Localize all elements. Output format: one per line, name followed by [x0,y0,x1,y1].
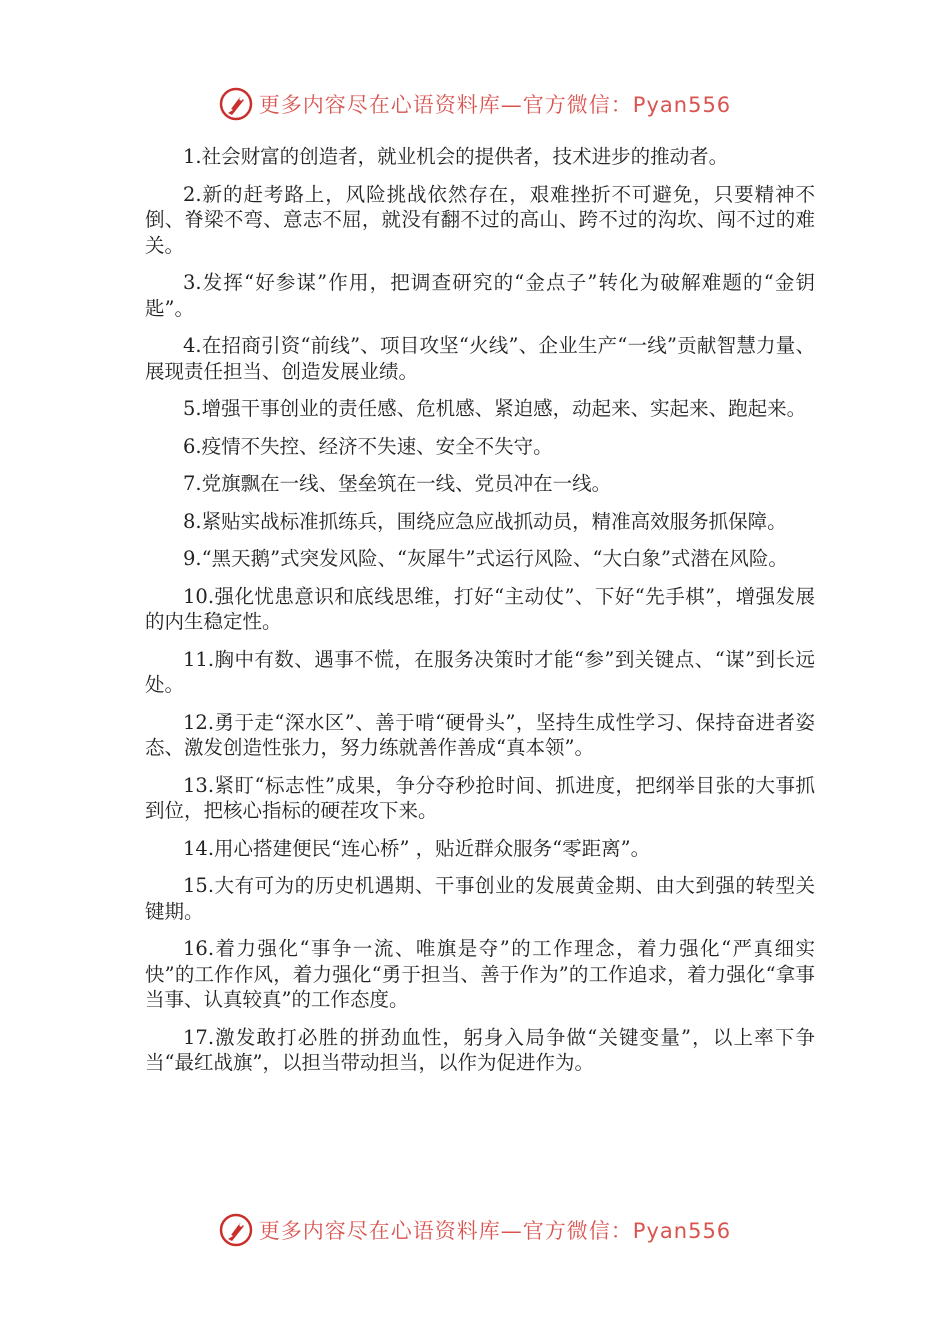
list-item: 1.社会财富的创造者，就业机会的提供者，技术进步的推动者。 [183,145,729,168]
list-item: 9.“黑天鹅”式突发风险、“灰犀牛”式运行风险、“大白象”式潜在风险。 [183,547,788,570]
footer-banner [0,1210,950,1250]
list-item: 4.在招商引资“前线”、项目攻坚“火线”、企业生产“一线”贡献智慧力量、展现责任担当、创造发展业绩。 [145,334,815,383]
banner-text: 更多内容尽在心语资料库—官方微信：Pyan556 [258,1219,732,1243]
header-banner [0,84,950,124]
list-item: 7.党旗飘在一线、堡垒筑在一线、党员冲在一线。 [183,472,612,495]
list-item: 2.新的赶考路上，风险挑战依然存在，艰难挫折不可避免，只要精神不倒、脊梁不弯、意志不屈，就没有翻不过的高山、跨不过的沟坎、闯不过的难关。 [145,182,815,257]
pen-nib-icon [219,87,253,121]
list-item: 17.激发敢打必胜的拼劲血性，躬身入局争做“关键变量”，以上率下争当“最红战旗”，以担当带动担当，以作为促进作为。 [145,1025,815,1074]
list-item: 11.胸中有数、遇事不慌，在服务决策时才能“参”到关键点、“谋”到长远处。 [145,647,815,696]
list-item: 5.增强干事创业的责任感、危机感、紧迫感，动起来、实起来、跑起来。 [183,397,807,420]
list-item: 16.着力强化“事争一流、唯旗是夺”的工作理念，着力强化“严真细实快”的工作作风，着力强化“勇于担当、善于作为”的工作追求，着力强化“拿事当事、认真较真”的工作态度。 [145,937,815,1011]
list-item: 8.紧贴实战标准抓练兵，围绕应急应战抓动员，精准高效服务抓保障。 [183,509,787,533]
list-item: 6.疫情不失控、经济不失速、安全不失守。 [183,434,553,458]
banner-text: 更多内容尽在心语资料库—官方微信：Pyan556 [258,93,732,117]
list-item: 14.用心搭建便民“连心桥” ，贴近群众服务“零距离”。 [183,836,651,860]
pen-nib-icon [219,1213,253,1247]
list-item: 3.发挥“好参谋”作用，把调查研究的“金点子”转化为破解难题的“金钥匙”。 [145,271,815,320]
list-item: 13.紧盯“标志性”成果，争分夺秒抢时间、抓进度，把纲举目张的大事抓到位，把核心指标的硬茬攻下来。 [145,773,815,822]
list-item: 15.大有可为的历史机遇期、干事创业的发展黄金期、由大到强的转型关键期。 [145,874,815,923]
document-body [145,144,815,1088]
list-item: 10.强化忧患意识和底线思维，打好“主动仗”、下好“先手棋”，增强发展的内生稳定性。 [145,584,815,633]
list-item: 12.勇于走“深水区”、善于啃“硬骨头”，坚持生成性学习、保持奋进者姿态、激发创造性张力，努力练就善作善成“真本领”。 [145,710,815,759]
